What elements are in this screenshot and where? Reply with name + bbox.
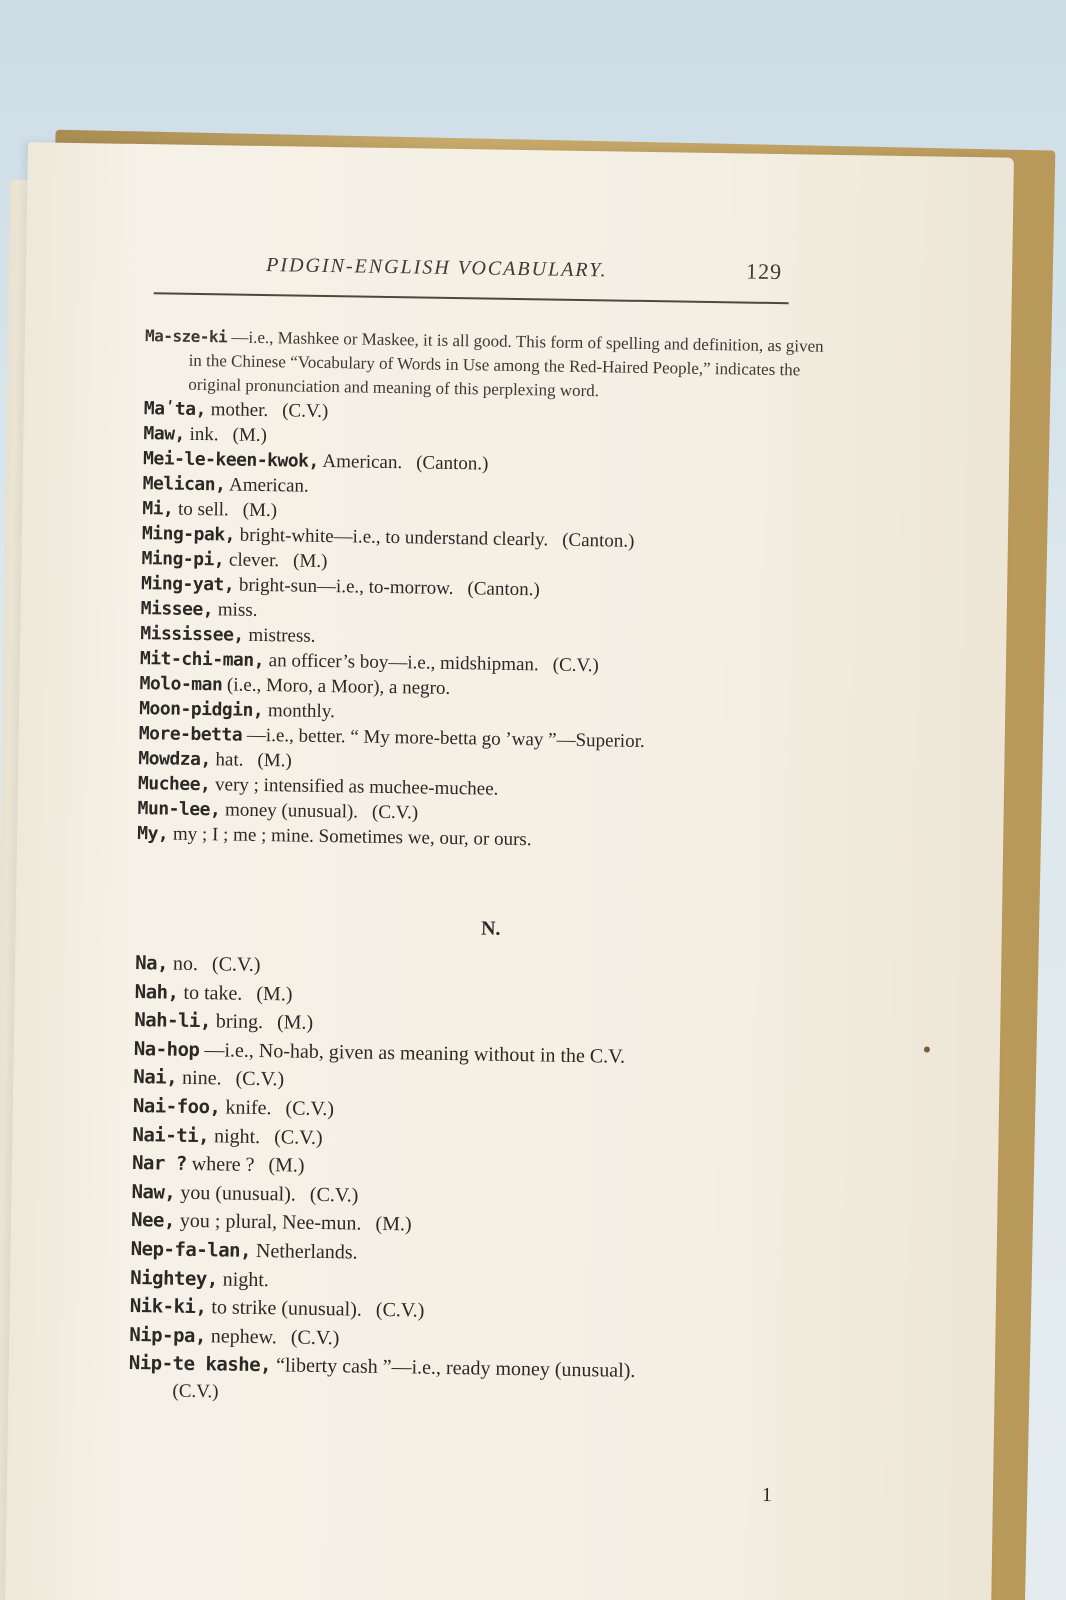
header-rule: [154, 292, 789, 304]
headword: Maʹta,: [143, 398, 207, 421]
page-number: 129: [745, 258, 783, 285]
definition: you (unusual).: [180, 1181, 297, 1206]
definition: American.: [228, 474, 309, 497]
definition: night.: [222, 1267, 270, 1291]
headword: More-betta: [138, 723, 243, 746]
definition: bright-sun—i.e., to-morrow.: [238, 574, 454, 599]
definition: monthly.: [267, 700, 335, 723]
headword: Mississee,: [140, 623, 244, 646]
headword: Mun-lee,: [137, 798, 221, 821]
headword: Mit-chi-man,: [139, 648, 265, 672]
definition: you ; plural, Nee-mun.: [179, 1210, 362, 1235]
paper-speck: [924, 1046, 930, 1052]
definition: hat.: [215, 749, 244, 771]
source-tag: (M.): [268, 1154, 305, 1177]
entry-continuation: (C.V.): [172, 1380, 219, 1403]
headword: Nee,: [130, 1209, 176, 1233]
source-tag: (C.V.): [371, 801, 419, 824]
headword: Nai,: [133, 1066, 178, 1090]
definition: my ; I ; me ; mine. Sometimes we, our, or ours.: [172, 823, 532, 851]
n-entries: [129, 949, 826, 1389]
definition: knife.: [225, 1096, 272, 1120]
definition: an officer’s boy—i.e., midshipman.: [268, 650, 539, 676]
source-tag: (M.): [257, 749, 292, 772]
signature-mark: 1: [761, 1483, 773, 1507]
headword: Mei-le-keen-kwok,: [142, 448, 319, 472]
headword: Mi,: [142, 498, 174, 520]
definition: to sell.: [177, 498, 229, 521]
headword: Missee,: [140, 598, 214, 621]
headword: Ming-pi,: [141, 548, 225, 571]
source-tag: (M.): [375, 1213, 412, 1236]
definition: clever.: [228, 549, 280, 572]
vocab-entry: [144, 324, 835, 407]
definition: (i.e., Moro, a Moor), a negro.: [226, 674, 451, 699]
definition: bring.: [215, 1010, 264, 1034]
headword: Nar ?: [131, 1152, 187, 1176]
headword: Naw,: [131, 1180, 176, 1204]
headword: Nai-foo,: [132, 1094, 221, 1119]
running-title: PIDGIN-ENGLISH VOCABULARY.: [265, 254, 608, 282]
source-tag: (Canton.): [467, 578, 540, 601]
headword: Molo-man: [139, 673, 223, 696]
section-heading-n: N.: [480, 917, 501, 940]
definition: ink.: [189, 423, 219, 446]
source-tag: (M.): [292, 550, 328, 573]
source-tag: (C.V.): [211, 953, 261, 977]
definition: money (unusual).: [224, 799, 359, 823]
definition: American.: [322, 450, 403, 474]
source-tag: (C.V.): [282, 400, 329, 423]
headword: Na-hop: [133, 1037, 200, 1061]
definition: to take.: [183, 981, 243, 1005]
source-tag: (C.V.): [552, 654, 599, 677]
definition: nine.: [181, 1067, 222, 1090]
headword: Melican,: [142, 473, 226, 496]
headword: Nik-ki,: [129, 1295, 207, 1319]
source-tag: (M.): [276, 1011, 314, 1035]
headword: Muchee,: [137, 773, 211, 796]
source-tag: (C.V.): [290, 1326, 340, 1350]
headword: Nai-ti,: [132, 1123, 210, 1147]
definition: no.: [172, 952, 199, 976]
source-tag: (C.V.): [309, 1183, 359, 1207]
source-tag: (Canton.): [561, 529, 635, 552]
book-page: [5, 142, 1014, 1600]
source-tag: (C.V.): [285, 1097, 335, 1121]
headword: Nip-te kashe,: [128, 1352, 272, 1377]
headword: Nep-fa-lan,: [130, 1237, 252, 1262]
headword: My,: [137, 823, 169, 845]
source-tag: (Canton.): [416, 452, 489, 475]
definition: where ?: [191, 1153, 255, 1177]
definition: —i.e., Mashkee or Maskee, it is all good. This form of spelling and definition, as given in the Chinese “Vocabulary of Words in Use among the Red-Haired People,” indicates the original pronunciation and meaning of this perplexing word.: [188, 327, 824, 401]
headword: Ma-sze-ki: [144, 326, 228, 347]
source-tag: (C.V.): [273, 1125, 323, 1149]
definition: nephew.: [210, 1324, 277, 1349]
definition: —i.e., No-hab, given as meaning without in the C.V.: [204, 1038, 626, 1068]
page-header: [265, 254, 826, 285]
source-tag: (M.): [256, 982, 293, 1006]
source-tag: (C.V.): [235, 1068, 285, 1091]
headword: Nightey,: [130, 1266, 218, 1290]
definition: miss.: [217, 599, 258, 621]
headword: Nip-pa,: [129, 1323, 207, 1347]
source-tag: (M.): [232, 424, 268, 447]
definition: mistress.: [248, 624, 316, 647]
m-entries: [137, 324, 835, 857]
headword: Ming-yat,: [140, 573, 235, 596]
headword: Moon-pidgin,: [139, 698, 264, 722]
definition: mother.: [210, 399, 269, 422]
source-tag: (C.V.): [375, 1298, 425, 1322]
definition: night.: [213, 1124, 261, 1148]
headword: Nah,: [134, 980, 179, 1004]
definition: Netherlands.: [255, 1239, 358, 1264]
headword: Na,: [135, 952, 169, 975]
headword: Ming-pak,: [141, 523, 236, 546]
vocabulary-body: [128, 324, 835, 1414]
definition: —i.e., better. “ My more-betta go ’way ”—Superior.: [246, 724, 645, 753]
headword: Maw,: [143, 423, 186, 445]
headword: Nah-li,: [134, 1009, 212, 1033]
definition: to strike (unusual).: [211, 1296, 363, 1321]
source-tag: (M.): [242, 499, 278, 522]
headword: Mowdza,: [138, 748, 211, 771]
definition: bright-white—i.e., to understand clearly.: [239, 524, 549, 551]
definition: very ; intensified as muchee-muchee.: [214, 774, 499, 800]
definition: “liberty cash ”—i.e., ready money (unusual).: [275, 1354, 636, 1383]
